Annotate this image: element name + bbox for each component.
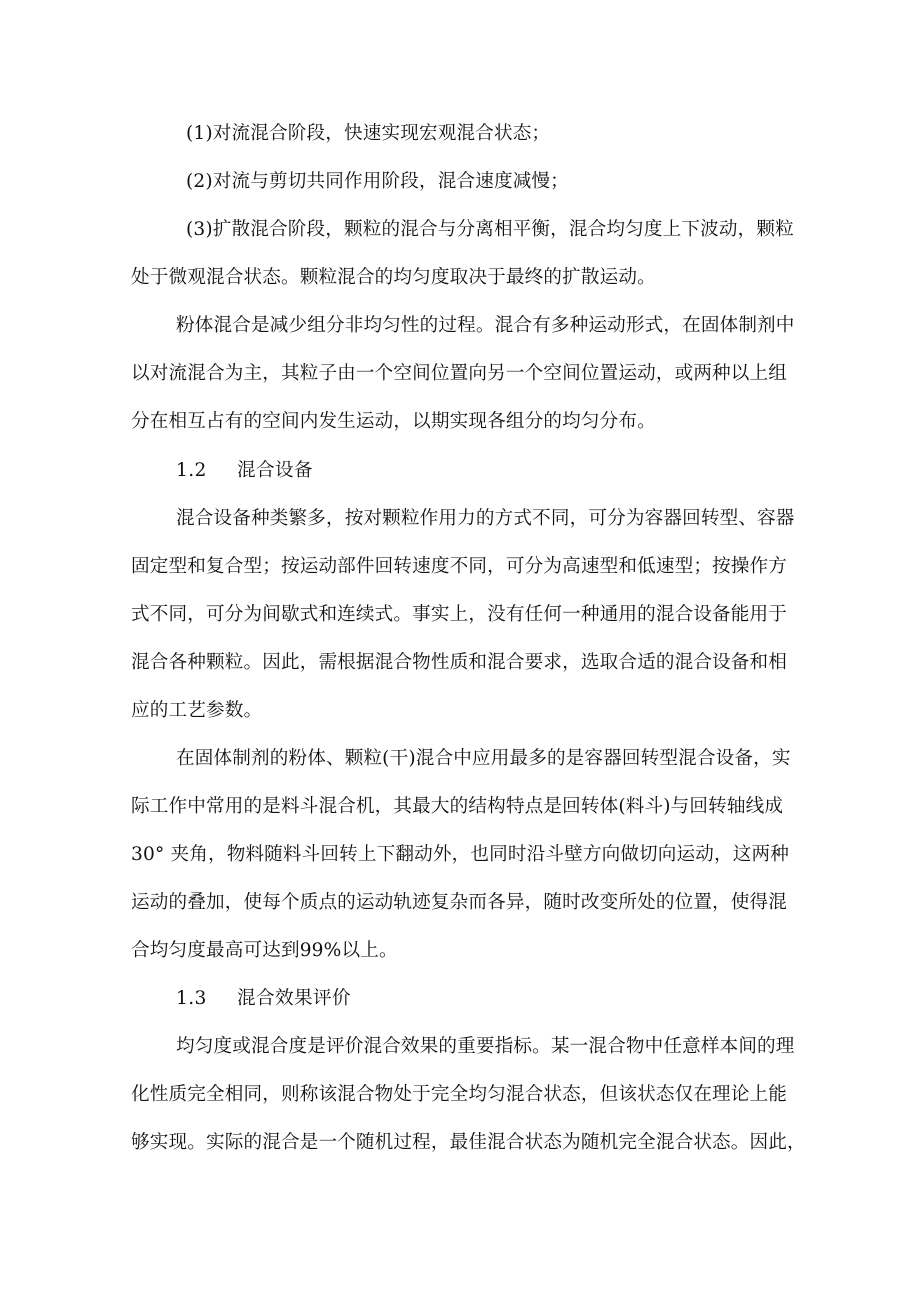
- section-heading-1-3: [176, 987, 920, 1011]
- section-title: 混合设备: [237, 460, 313, 481]
- paragraph-3-line-1: 在固体制剂的粉体、颗粒(干)混合中应用最多的是容器回转型混合设备，实: [176, 748, 791, 769]
- paragraph-3-line-4: 运动的叠加，使每个质点的运动轨迹复杂而各异，随时改变所处的位置，使得混: [131, 892, 788, 913]
- paragraph-3-line-2: 际工作中常用的是料斗混合机，其最大的结构特点是回转体(料斗)与回转轴线成: [131, 796, 784, 817]
- section-number: 1.3: [176, 988, 207, 1009]
- paragraph-1-line-1: 粉体混合是减少组分非均匀性的过程。混合有多种运动形式，在固体制剂中: [176, 315, 795, 336]
- paragraph-4-line-2: 化性质完全相同，则称该混合物处于完全均匀混合状态，但该状态仅在理论上能: [131, 1084, 788, 1105]
- section-title: 混合效果评价: [237, 988, 351, 1009]
- paragraph-3-line-5: 合均匀度最高可达到99%以上。: [131, 940, 398, 961]
- list-item-1: (1)对流混合阶段，快速实现宏观混合状态；: [186, 123, 551, 144]
- paragraph-2-line-5: 应的工艺参数。: [131, 700, 263, 721]
- paragraph-4-line-1: 均匀度或混合度是评价混合效果的重要指标。某一混合物中任意样本间的理: [176, 1036, 795, 1057]
- paragraph-1-line-2: 以对流混合为主，其粒子由一个空间位置向另一个空间位置运动，或两种以上组: [131, 363, 788, 384]
- paragraph-4-line-3: 够实现。实际的混合是一个随机过程，最佳混合状态为随机完全混合状态。因此，: [131, 1132, 806, 1153]
- paragraph-2-line-1: 混合设备种类繁多，按对颗粒作用力的方式不同，可分为容器回转型、容器: [176, 508, 795, 529]
- section-number: 1.2: [176, 460, 207, 481]
- paragraph-3-line-3: 30° 夹角，物料随料斗回转上下翻动外，也同时沿斗壁方向做切向运动，这两种: [131, 844, 790, 865]
- paragraph-2-line-4: 混合各种颗粒。因此，需根据混合物性质和混合要求，选取合适的混合设备和相: [131, 652, 788, 673]
- list-item-3-line-1: (3)扩散混合阶段，颗粒的混合与分离相平衡，混合均匀度上下波动，颗粒: [186, 219, 794, 240]
- paragraph-1-line-3: 分在相互占有的空间内发生运动，以期实现各组分的均匀分布。: [131, 411, 656, 432]
- section-heading-1-2: [176, 459, 920, 483]
- paragraph-2-line-3: 式不同，可分为间歇式和连续式。事实上，没有任何一种通用的混合设备能用于: [131, 604, 788, 625]
- list-item-3-line-2: 处于微观混合状态。颗粒混合的均匀度取决于最终的扩散运动。: [131, 267, 656, 288]
- paragraph-2-line-2: 固定型和复合型；按运动部件回转速度不同，可分为高速型和低速型；按操作方: [131, 556, 788, 577]
- list-item-2: (2)对流与剪切共同作用阶段，混合速度减慢；: [186, 171, 569, 192]
